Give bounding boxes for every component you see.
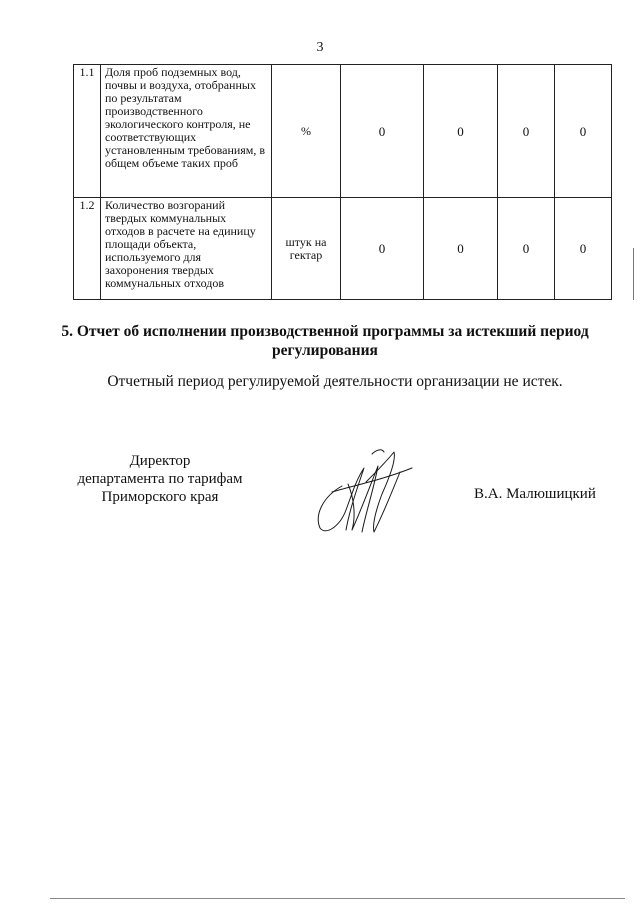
row-description: Количество возгораний твердых коммунальных отходов в расчете на единицу площади объекта, используемого для захоронения твердых коммунальных отходов — [101, 198, 272, 300]
section-title: 5. Отчет об исполнении производственной программы за истекший период регулирования — [61, 323, 589, 359]
position-line: Приморского края — [101, 489, 219, 505]
row-value: 0 — [424, 198, 498, 300]
page-bottom-line — [50, 898, 625, 899]
handwritten-signature — [312, 446, 422, 536]
row-value: 0 — [341, 198, 424, 300]
row-value: 0 — [555, 198, 612, 300]
signatory-position — [70, 452, 250, 506]
row-number: 1.2 — [74, 198, 101, 300]
page-number: 3 — [316, 40, 324, 55]
row-value: 0 — [498, 198, 555, 300]
row-value: 0 — [341, 65, 424, 198]
table-row — [74, 65, 612, 198]
row-value: 0 — [424, 65, 498, 198]
period-note: Отчетный период регулируемой деятельности организации не истек. — [107, 373, 563, 390]
indicators-table — [73, 64, 612, 300]
row-value: 0 — [555, 65, 612, 198]
row-unit: штук на гектар — [272, 198, 341, 300]
scan-edge-mark — [633, 248, 634, 300]
row-number: 1.1 — [74, 65, 101, 198]
row-description: Доля проб подземных вод, почвы и воздуха, отобранных по результатам производственного экологического контроля, не соответствующих установленным требованиям, в общем объеме таких проб — [101, 65, 272, 198]
signatory-name: В.А. Малюшицкий — [474, 486, 596, 502]
position-line: Директор — [129, 453, 191, 469]
position-line: департамента по тарифам — [77, 471, 243, 487]
table-row — [74, 198, 612, 300]
row-value: 0 — [498, 65, 555, 198]
row-unit: % — [272, 65, 341, 198]
